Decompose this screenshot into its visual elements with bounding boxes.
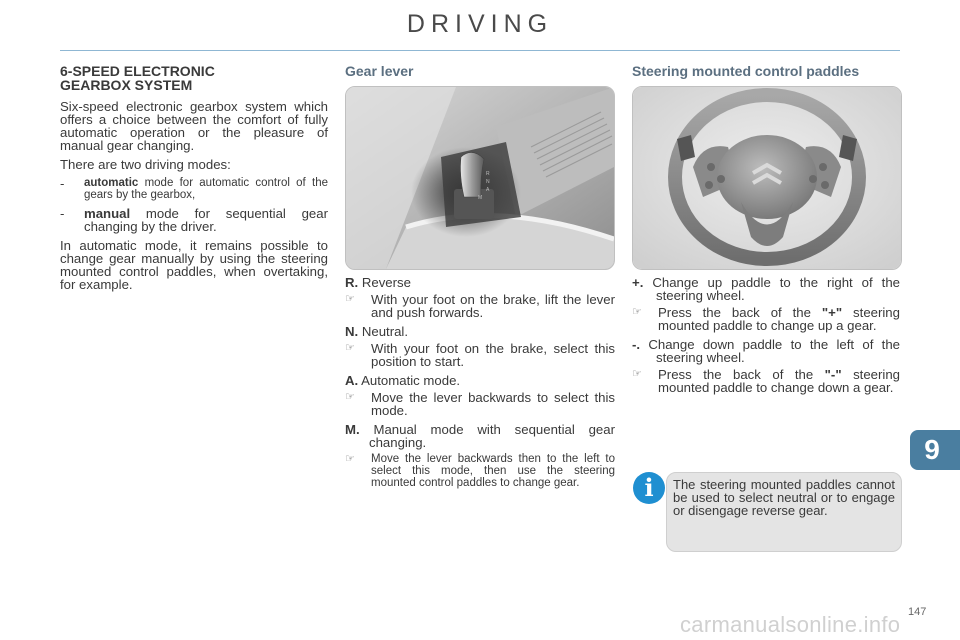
paddle-label: Change up paddle to the right of the steering wheel. — [643, 275, 900, 303]
mode-key: automatic — [84, 177, 139, 189]
paddle-hint — [632, 306, 900, 332]
paddle-label: Change down paddle to the left of the steering wheel. — [640, 337, 900, 365]
pointing-hand-icon: ☞ — [632, 306, 642, 318]
info-icon: i — [633, 472, 665, 504]
hint-post: steering mounted paddle to change up a gear. — [658, 305, 900, 333]
mode-text: mode for sequential gear changing by the driver. — [84, 206, 328, 234]
header-divider — [60, 50, 900, 51]
modes-intro: There are two driving modes: — [60, 157, 231, 172]
section-heading — [60, 64, 328, 92]
page-title: DRIVING — [406, 10, 554, 38]
gear-key: A. — [345, 373, 359, 388]
heading-line-1: 6-SPEED ELECTRONIC — [60, 63, 215, 79]
gear-label: Neutral. — [358, 324, 409, 339]
svg-text:R: R — [486, 171, 490, 177]
pointing-hand-icon: ☞ — [345, 342, 355, 354]
svg-text:A: A — [486, 187, 490, 193]
svg-text:M: M — [478, 195, 483, 201]
gear-label: Reverse — [358, 275, 411, 290]
mode-text: mode for automatic control of the gears by the gearbox, — [84, 177, 328, 201]
pointing-hand-icon: ☞ — [345, 453, 355, 465]
heading-line-2: GEARBOX SYSTEM — [60, 77, 193, 93]
gear-key: N. — [345, 324, 359, 339]
gear-hint — [345, 391, 615, 417]
gear-lever-photo — [345, 86, 615, 270]
gear-lever-heading: Gear lever — [345, 63, 414, 79]
dash-bullet: - — [60, 176, 65, 191]
closing-paragraph: In automatic mode, it remains possible to change gear manually by using the steering mounted control paddles, when overtaking, for example. — [60, 238, 328, 292]
intro-paragraph: Six-speed electronic gearbox system which offers a choice between the comfort of fully automatic operation or the pleasure of manual gear changing. — [60, 99, 328, 153]
page-number: 147 — [908, 606, 927, 618]
gear-hint-text: Move the lever backwards to select this mode. — [371, 390, 615, 418]
pointing-hand-icon: ☞ — [632, 368, 642, 380]
gear-hint — [345, 342, 615, 368]
gear-key: R. — [345, 275, 359, 290]
gear-hint — [345, 293, 615, 319]
paddles-heading: Steering mounted control paddles — [632, 63, 860, 79]
hint-key: "-" — [824, 367, 842, 382]
gear-item-neutral — [345, 325, 615, 338]
paddle-item-plus — [632, 276, 900, 302]
info-text: The steering mounted paddles cannot be used to select neutral or to engage or disengage reverse gear. — [673, 477, 895, 518]
hint-pre: Press the back of the — [658, 367, 825, 382]
paddle-key: +. — [632, 275, 644, 290]
hint-key: "+" — [821, 305, 843, 320]
gear-hint — [345, 453, 615, 489]
mode-item-manual — [60, 207, 328, 233]
paddle-key: -. — [632, 337, 641, 352]
gear-label: Automatic mode. — [358, 373, 461, 388]
gear-hint-text: With your foot on the brake, select this position to start. — [371, 341, 615, 369]
steering-wheel-photo — [632, 86, 902, 270]
gear-hint-text: Move the lever backwards then to the left to select this mode, then use the steering mounted control paddles to change gear. — [371, 453, 615, 489]
pointing-hand-icon: ☞ — [345, 293, 355, 305]
svg-text:N: N — [486, 179, 490, 185]
gearbox-intro-column — [60, 64, 328, 291]
gear-hint-text: With your foot on the brake, lift the lever and push forwards. — [371, 292, 615, 320]
paddle-hint — [632, 368, 900, 394]
chapter-number: 9 — [924, 434, 940, 465]
gear-item-automatic — [345, 374, 615, 387]
paddles-column — [632, 64, 900, 394]
gear-item-reverse — [345, 276, 615, 289]
hint-pre: Press the back of the — [658, 305, 822, 320]
gear-item-manual — [345, 423, 615, 449]
gear-lever-column — [345, 64, 615, 489]
watermark: carmanualsonline.info — [680, 612, 901, 637]
hint-post: steering mounted paddle to change down a gear. — [658, 367, 900, 395]
pointing-hand-icon: ☞ — [345, 391, 355, 403]
dash-bullet: - — [60, 206, 65, 221]
mode-item-automatic — [60, 177, 328, 201]
gear-key: M. — [345, 422, 360, 437]
mode-key: manual — [84, 206, 131, 221]
gear-label: Manual mode with sequential gear changing. — [359, 422, 615, 450]
paddle-item-minus — [632, 338, 900, 364]
